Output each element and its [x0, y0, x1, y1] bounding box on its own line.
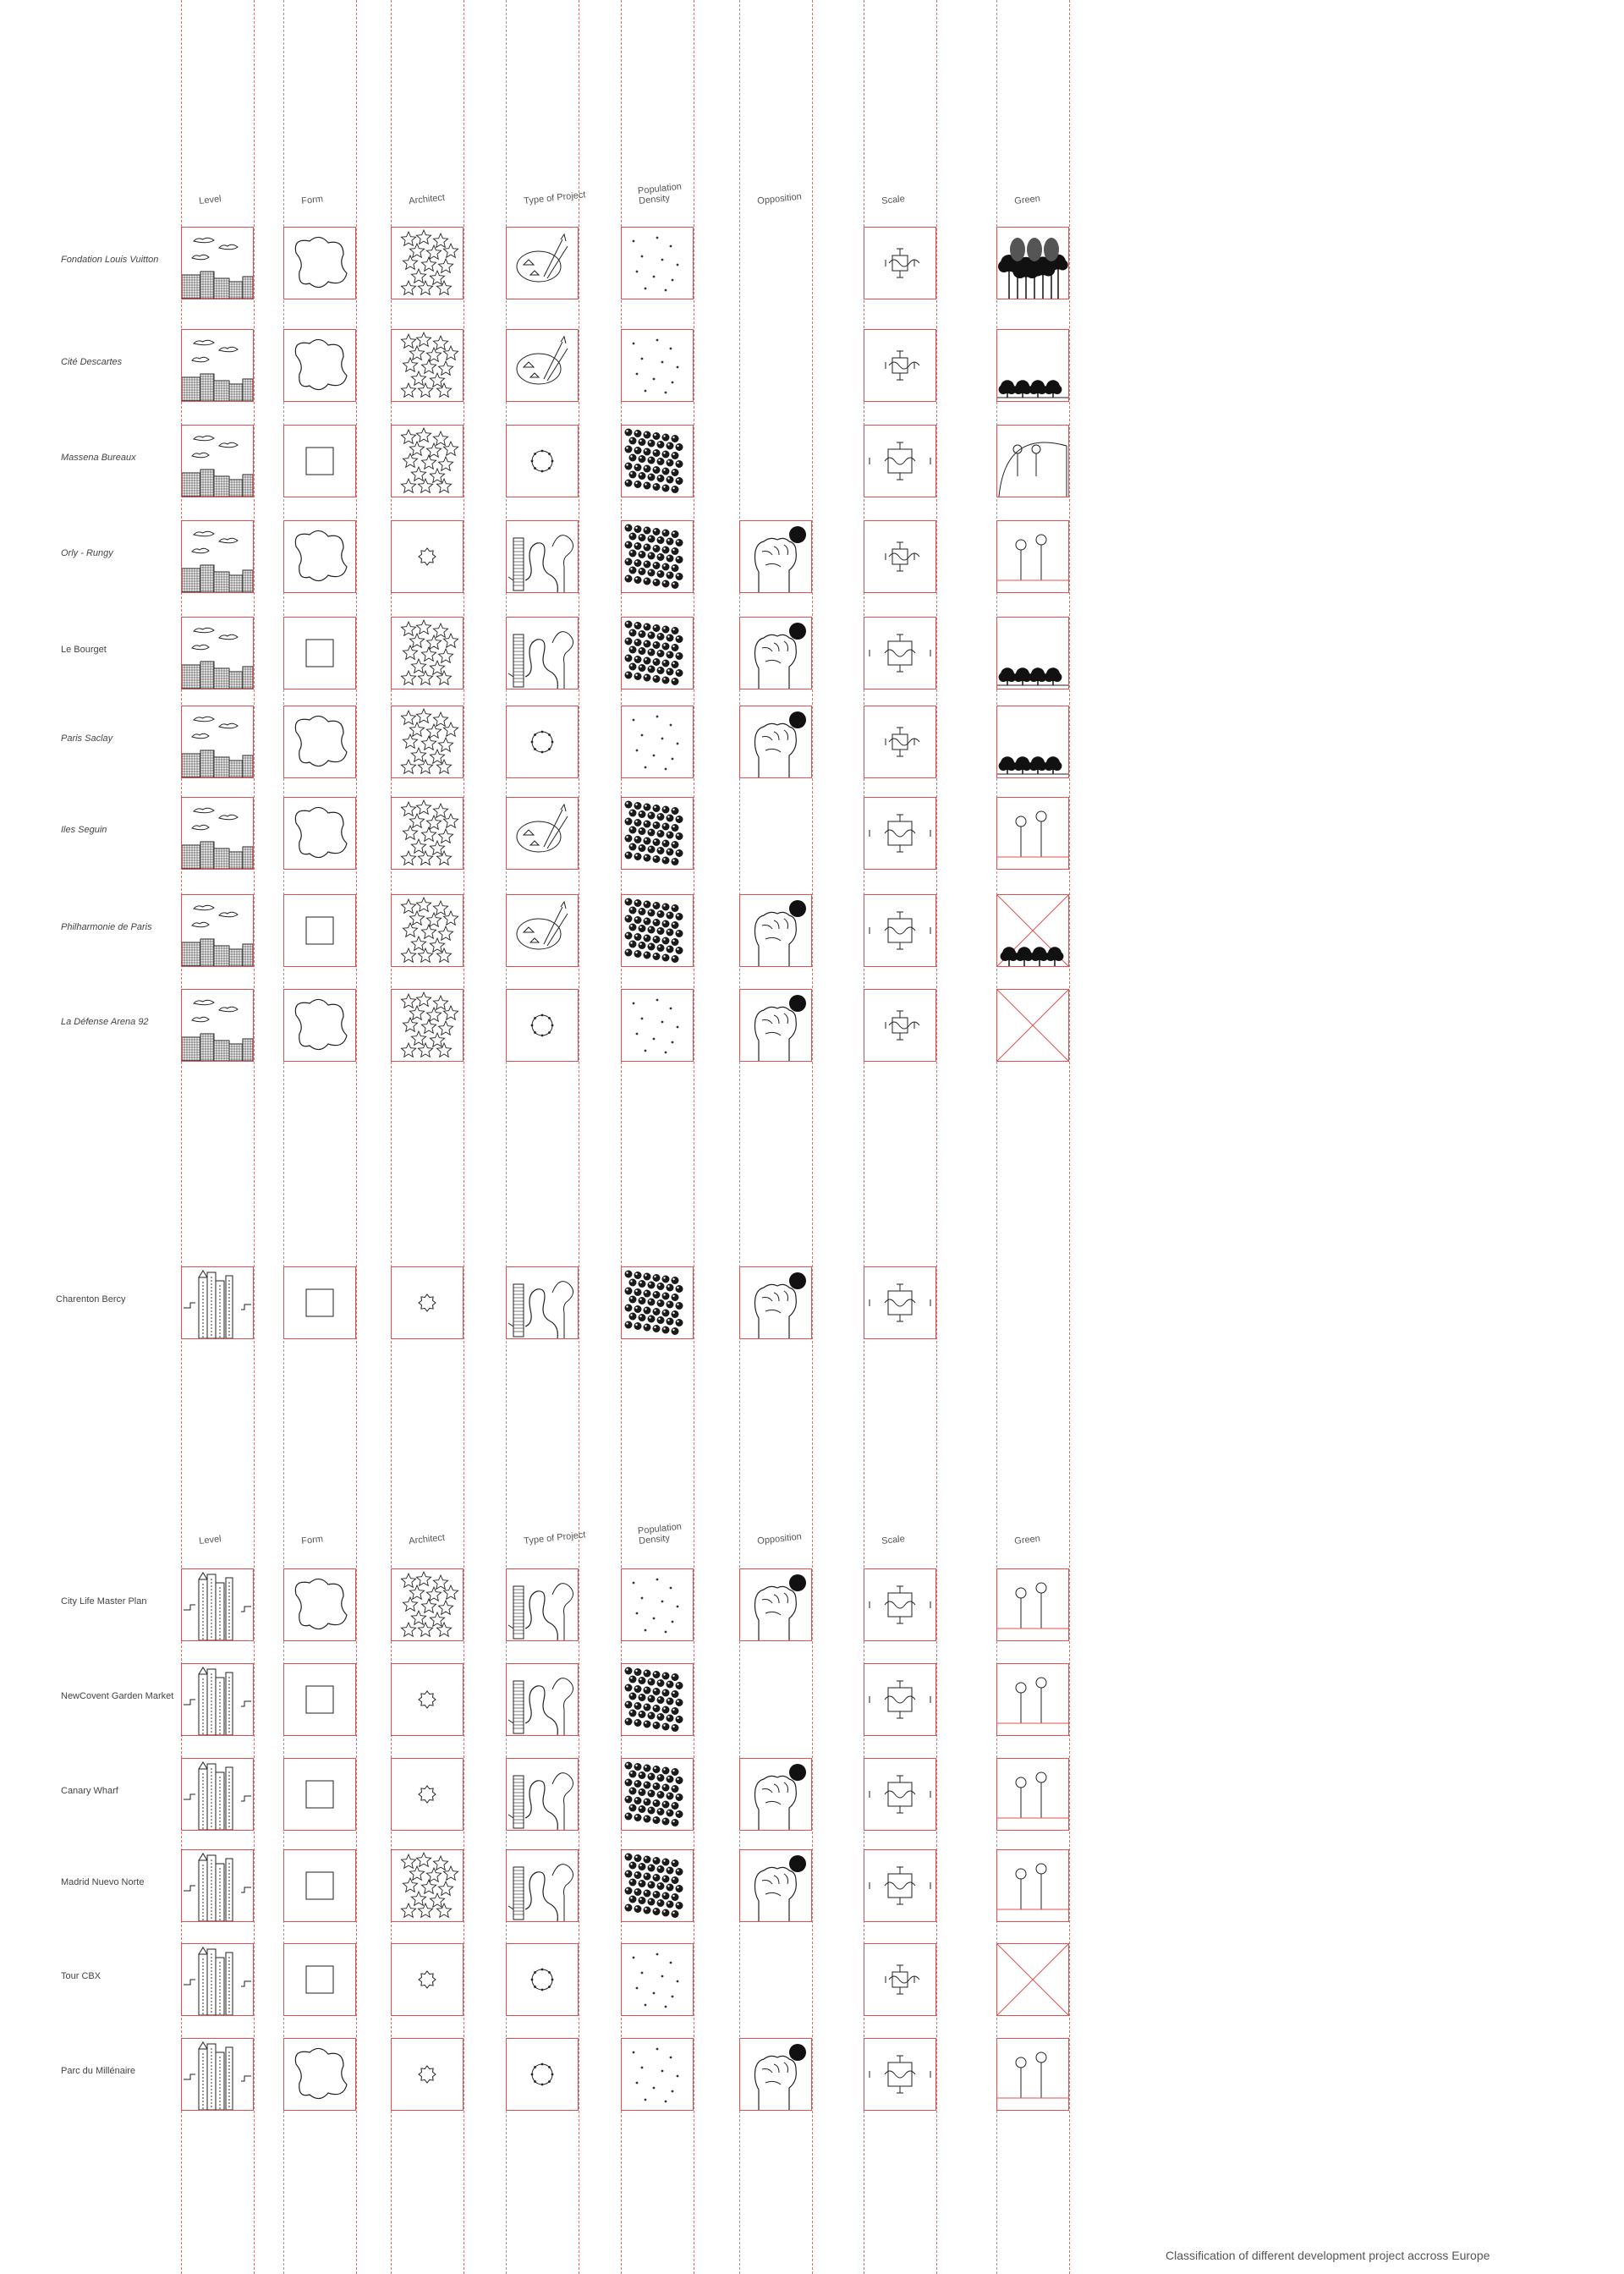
raised-fist-icon	[740, 706, 811, 777]
dense-crowd-icon	[622, 798, 693, 869]
grid-guide-line	[812, 0, 813, 2274]
classification-cell	[181, 706, 254, 778]
classification-cell	[283, 1849, 356, 1922]
large-scale-icon	[864, 1850, 935, 1921]
large-scale-icon	[864, 895, 935, 966]
organic-form-icon	[284, 706, 355, 777]
classification-cell	[996, 706, 1069, 778]
lollipop-tree-icon	[997, 1569, 1068, 1640]
dense-crowd-icon	[622, 1664, 693, 1735]
column-header-opposition: Opposition	[756, 1531, 803, 1546]
lollipop-tree-icon	[997, 521, 1068, 592]
high-rise-tower-icon	[182, 1759, 253, 1830]
classification-cell	[283, 989, 356, 1062]
classification-cell	[391, 520, 464, 593]
small-scale-icon	[864, 1944, 935, 2015]
classification-cell	[506, 1663, 579, 1736]
sparse-density-icon	[622, 330, 693, 401]
classification-cell	[391, 329, 464, 402]
high-rise-tower-icon	[182, 1267, 253, 1338]
ring-project-icon	[507, 1944, 578, 2015]
column-header-level: Level	[198, 194, 222, 206]
sparse-density-icon	[622, 990, 693, 1061]
row-label: Orly - Rungy	[61, 548, 113, 558]
classification-cell	[181, 425, 254, 497]
classification-cell	[864, 1849, 936, 1922]
raised-fist-icon	[740, 618, 811, 689]
classification-cell	[996, 2038, 1069, 2111]
classification-cell	[864, 1663, 936, 1736]
organic-form-icon	[284, 2039, 355, 2110]
classification-cell	[996, 1849, 1069, 1922]
row-label: Le Bourget	[61, 645, 107, 655]
row-label: Cité Descartes	[61, 357, 123, 367]
no-green-cross-icon	[997, 990, 1068, 1061]
classification-cell	[506, 425, 579, 497]
column-header-type-of-project: Type of Project	[523, 190, 586, 206]
classification-cell	[996, 797, 1069, 870]
raised-fist-icon	[740, 1850, 811, 1921]
column-header-opposition: Opposition	[756, 191, 803, 206]
low-rise-skyline-icon	[182, 228, 253, 299]
classification-cell	[621, 894, 694, 967]
classification-cell	[739, 1266, 812, 1339]
gear-architect-icon	[392, 1267, 463, 1338]
star-architect-icon	[392, 895, 463, 966]
dense-crowd-icon	[622, 1267, 693, 1338]
gear-architect-icon	[392, 1664, 463, 1735]
column-header-green: Green	[1013, 1533, 1041, 1546]
classification-cell	[864, 1568, 936, 1641]
mixed-use-tower-icon	[507, 1569, 578, 1640]
row-label: Paris Saclay	[61, 733, 113, 744]
row-label: Madrid Nuevo Norte	[61, 1877, 145, 1887]
classification-cell	[864, 2038, 936, 2111]
classification-cell	[739, 520, 812, 593]
classification-cell	[996, 227, 1069, 299]
cross-trees-icon	[997, 895, 1068, 966]
tree-row-icon	[997, 706, 1068, 777]
dense-crowd-icon	[622, 521, 693, 592]
column-header-architect: Architect	[408, 192, 446, 206]
grid-guide-line	[1069, 0, 1070, 2274]
organic-form-icon	[284, 330, 355, 401]
high-rise-tower-icon	[182, 1664, 253, 1735]
high-rise-tower-icon	[182, 1569, 253, 1640]
row-label: Fondation Louis Vuitton	[61, 255, 159, 265]
square-form-icon	[284, 1944, 355, 2015]
classification-cell	[864, 1266, 936, 1339]
column-header-scale: Scale	[881, 1534, 906, 1546]
classification-cell	[283, 797, 356, 870]
classification-cell	[996, 894, 1069, 967]
classification-cell	[996, 989, 1069, 1062]
classification-cell	[739, 617, 812, 689]
classification-cell	[506, 1266, 579, 1339]
mixed-use-tower-icon	[507, 1664, 578, 1735]
tall-trees-icon	[997, 228, 1068, 299]
square-form-icon	[284, 1664, 355, 1735]
classification-cell	[996, 617, 1069, 689]
classification-cell	[621, 797, 694, 870]
classification-cell	[181, 1758, 254, 1831]
classification-cell	[283, 329, 356, 402]
classification-cell	[181, 1943, 254, 2016]
classification-cell	[283, 1758, 356, 1831]
grid-guide-line	[936, 0, 937, 2274]
large-scale-icon	[864, 1664, 935, 1735]
classification-cell	[283, 1266, 356, 1339]
raised-fist-icon	[740, 521, 811, 592]
classification-cell	[391, 1849, 464, 1922]
column-header-scale: Scale	[881, 194, 906, 206]
classification-cell	[739, 989, 812, 1062]
classification-cell	[391, 1758, 464, 1831]
large-scale-icon	[864, 1569, 935, 1640]
star-architect-icon	[392, 990, 463, 1061]
ring-project-icon	[507, 706, 578, 777]
classification-cell	[621, 1568, 694, 1641]
classification-cell	[181, 989, 254, 1062]
sparse-density-icon	[622, 706, 693, 777]
classification-cell	[996, 1758, 1069, 1831]
lollipop-tree-icon	[997, 2039, 1068, 2110]
classification-cell	[506, 227, 579, 299]
classification-cell	[506, 706, 579, 778]
classification-cell	[739, 1758, 812, 1831]
organic-form-icon	[284, 1569, 355, 1640]
classification-cell	[864, 797, 936, 870]
raised-fist-icon	[740, 990, 811, 1061]
classification-cell	[621, 2038, 694, 2111]
classification-cell	[864, 520, 936, 593]
classification-cell	[739, 894, 812, 967]
classification-cell	[391, 894, 464, 967]
large-scale-icon	[864, 2039, 935, 2110]
classification-cell	[996, 329, 1069, 402]
small-scale-icon	[864, 521, 935, 592]
classification-cell	[864, 617, 936, 689]
square-form-icon	[284, 1759, 355, 1830]
sparse-density-icon	[622, 228, 693, 299]
classification-cell	[181, 2038, 254, 2111]
classification-cell	[506, 329, 579, 402]
classification-cell	[391, 227, 464, 299]
dense-crowd-icon	[622, 1850, 693, 1921]
lollipop-tree-icon	[997, 1850, 1068, 1921]
column-header-architect: Architect	[408, 1532, 446, 1546]
column-header-form: Form	[300, 194, 324, 206]
classification-cell	[391, 1568, 464, 1641]
high-rise-tower-icon	[182, 1850, 253, 1921]
classification-cell	[864, 989, 936, 1062]
row-label: Parc du Millénaire	[61, 2066, 136, 2076]
classification-cell	[996, 425, 1069, 497]
low-rise-skyline-icon	[182, 618, 253, 689]
classification-cell	[739, 706, 812, 778]
large-scale-icon	[864, 1267, 935, 1338]
classification-cell	[506, 2038, 579, 2111]
row-label: Philharmonie de Paris	[61, 922, 152, 932]
large-scale-icon	[864, 426, 935, 497]
raised-fist-icon	[740, 1759, 811, 1830]
star-architect-icon	[392, 330, 463, 401]
sparse-density-icon	[622, 2039, 693, 2110]
low-rise-skyline-icon	[182, 330, 253, 401]
low-rise-skyline-icon	[182, 990, 253, 1061]
classification-cell	[506, 1568, 579, 1641]
classification-cell	[506, 1758, 579, 1831]
dense-crowd-icon	[622, 1759, 693, 1830]
row-label: La Défense Arena 92	[61, 1017, 149, 1027]
cultural-palette-icon	[507, 228, 578, 299]
classification-cell	[181, 227, 254, 299]
classification-cell	[621, 706, 694, 778]
mixed-use-tower-icon	[507, 618, 578, 689]
classification-cell	[283, 1568, 356, 1641]
classification-cell	[391, 1663, 464, 1736]
large-scale-icon	[864, 1759, 935, 1830]
dense-crowd-icon	[622, 895, 693, 966]
lollipop-tree-icon	[997, 798, 1068, 869]
small-scale-icon	[864, 990, 935, 1061]
classification-cell	[391, 989, 464, 1062]
classification-cell	[391, 2038, 464, 2111]
classification-cell	[506, 989, 579, 1062]
star-architect-icon	[392, 1569, 463, 1640]
small-scale-icon	[864, 228, 935, 299]
classification-cell	[864, 706, 936, 778]
classification-cell	[283, 2038, 356, 2111]
classification-cell	[996, 520, 1069, 593]
grid-guide-line	[254, 0, 255, 2274]
star-architect-icon	[392, 228, 463, 299]
row-label: Canary Wharf	[61, 1786, 118, 1796]
classification-cell	[506, 894, 579, 967]
no-green-cross-icon	[997, 1944, 1068, 2015]
row-label: Tour CBX	[61, 1971, 102, 1981]
classification-cell	[283, 1663, 356, 1736]
classification-cell	[621, 425, 694, 497]
classification-cell	[283, 706, 356, 778]
mixed-use-tower-icon	[507, 1759, 578, 1830]
cultural-palette-icon	[507, 895, 578, 966]
dense-crowd-icon	[622, 426, 693, 497]
classification-cell	[739, 1849, 812, 1922]
classification-cell	[864, 1943, 936, 2016]
organic-form-icon	[284, 521, 355, 592]
sparse-density-icon	[622, 1569, 693, 1640]
classification-cell	[996, 1663, 1069, 1736]
raised-fist-icon	[740, 1569, 811, 1640]
classification-cell	[621, 227, 694, 299]
classification-cell	[996, 1568, 1069, 1641]
classification-cell	[621, 1266, 694, 1339]
classification-cell	[864, 1758, 936, 1831]
classification-cell	[506, 797, 579, 870]
classification-cell	[391, 1266, 464, 1339]
small-scale-icon	[864, 706, 935, 777]
low-rise-skyline-icon	[182, 706, 253, 777]
grid-guide-line	[739, 0, 740, 2274]
classification-cell	[864, 227, 936, 299]
mixed-use-tower-icon	[507, 1267, 578, 1338]
small-scale-icon	[864, 330, 935, 401]
row-label: City Life Master Plan	[61, 1596, 147, 1607]
classification-cell	[864, 425, 936, 497]
classification-cell	[283, 227, 356, 299]
raised-fist-icon	[740, 1267, 811, 1338]
row-label: Massena Bureaux	[61, 453, 136, 463]
organic-form-icon	[284, 990, 355, 1061]
large-scale-icon	[864, 798, 935, 869]
classification-cell	[391, 425, 464, 497]
square-form-icon	[284, 895, 355, 966]
classification-cell	[391, 797, 464, 870]
classification-cell	[621, 1663, 694, 1736]
column-header-level: Level	[198, 1534, 222, 1546]
caption: Classification of different development project accross Europe	[1166, 2249, 1490, 2262]
tree-row-icon	[997, 330, 1068, 401]
gear-architect-icon	[392, 1944, 463, 2015]
lollipop-tree-icon	[997, 1664, 1068, 1735]
classification-cell	[621, 989, 694, 1062]
dense-crowd-icon	[622, 618, 693, 689]
organic-form-icon	[284, 798, 355, 869]
classification-cell	[283, 520, 356, 593]
ring-project-icon	[507, 2039, 578, 2110]
classification-cell	[506, 1943, 579, 2016]
tree-row-icon	[997, 618, 1068, 689]
classification-cell	[739, 1568, 812, 1641]
star-architect-icon	[392, 1850, 463, 1921]
cultural-palette-icon	[507, 330, 578, 401]
row-label: Iles Seguin	[61, 825, 107, 835]
star-architect-icon	[392, 706, 463, 777]
sparse-density-icon	[622, 1944, 693, 2015]
high-rise-tower-icon	[182, 2039, 253, 2110]
star-architect-icon	[392, 426, 463, 497]
large-scale-icon	[864, 618, 935, 689]
column-header-type-of-project: Type of Project	[523, 1530, 586, 1546]
classification-cell	[621, 329, 694, 402]
gear-architect-icon	[392, 1759, 463, 1830]
classification-cell	[181, 1266, 254, 1339]
low-rise-skyline-icon	[182, 426, 253, 497]
raised-fist-icon	[740, 895, 811, 966]
classification-cell	[391, 1943, 464, 2016]
classification-cell	[181, 1568, 254, 1641]
classification-cell	[506, 617, 579, 689]
organic-form-icon	[284, 228, 355, 299]
classification-cell	[621, 520, 694, 593]
row-label: NewCovent Garden Market	[61, 1691, 174, 1701]
square-form-icon	[284, 1267, 355, 1338]
dome-park-icon	[997, 426, 1068, 497]
classification-cell	[283, 425, 356, 497]
classification-cell	[621, 1943, 694, 2016]
classification-cell	[996, 1943, 1069, 2016]
low-rise-skyline-icon	[182, 895, 253, 966]
column-header-form: Form	[300, 1534, 324, 1546]
classification-cell	[621, 1758, 694, 1831]
column-header-green: Green	[1013, 193, 1041, 206]
classification-cell	[621, 617, 694, 689]
column-header-population: Population Density	[637, 181, 683, 206]
low-rise-skyline-icon	[182, 521, 253, 592]
cultural-palette-icon	[507, 798, 578, 869]
classification-cell	[181, 894, 254, 967]
classification-cell	[864, 894, 936, 967]
star-architect-icon	[392, 798, 463, 869]
classification-cell	[181, 520, 254, 593]
classification-cell	[181, 1849, 254, 1922]
low-rise-skyline-icon	[182, 798, 253, 869]
row-label: Charenton Bercy	[56, 1294, 126, 1305]
classification-cell	[283, 894, 356, 967]
square-form-icon	[284, 426, 355, 497]
mixed-use-tower-icon	[507, 521, 578, 592]
classification-cell	[181, 1663, 254, 1736]
high-rise-tower-icon	[182, 1944, 253, 2015]
gear-architect-icon	[392, 2039, 463, 2110]
gear-architect-icon	[392, 521, 463, 592]
square-form-icon	[284, 618, 355, 689]
square-form-icon	[284, 1850, 355, 1921]
classification-cell	[283, 617, 356, 689]
star-architect-icon	[392, 618, 463, 689]
classification-cell	[506, 1849, 579, 1922]
classification-cell	[181, 329, 254, 402]
classification-cell	[864, 329, 936, 402]
classification-cell	[506, 520, 579, 593]
classification-cell	[621, 1849, 694, 1922]
column-header-population: Population Density	[637, 1521, 683, 1546]
classification-cell	[181, 617, 254, 689]
classification-cell	[739, 2038, 812, 2111]
classification-cell	[391, 617, 464, 689]
lollipop-tree-icon	[997, 1759, 1068, 1830]
grid-guide-line	[356, 0, 357, 2274]
raised-fist-icon	[740, 2039, 811, 2110]
classification-cell	[181, 797, 254, 870]
classification-cell	[391, 706, 464, 778]
ring-project-icon	[507, 990, 578, 1061]
mixed-use-tower-icon	[507, 1850, 578, 1921]
classification-cell	[283, 1943, 356, 2016]
ring-project-icon	[507, 426, 578, 497]
